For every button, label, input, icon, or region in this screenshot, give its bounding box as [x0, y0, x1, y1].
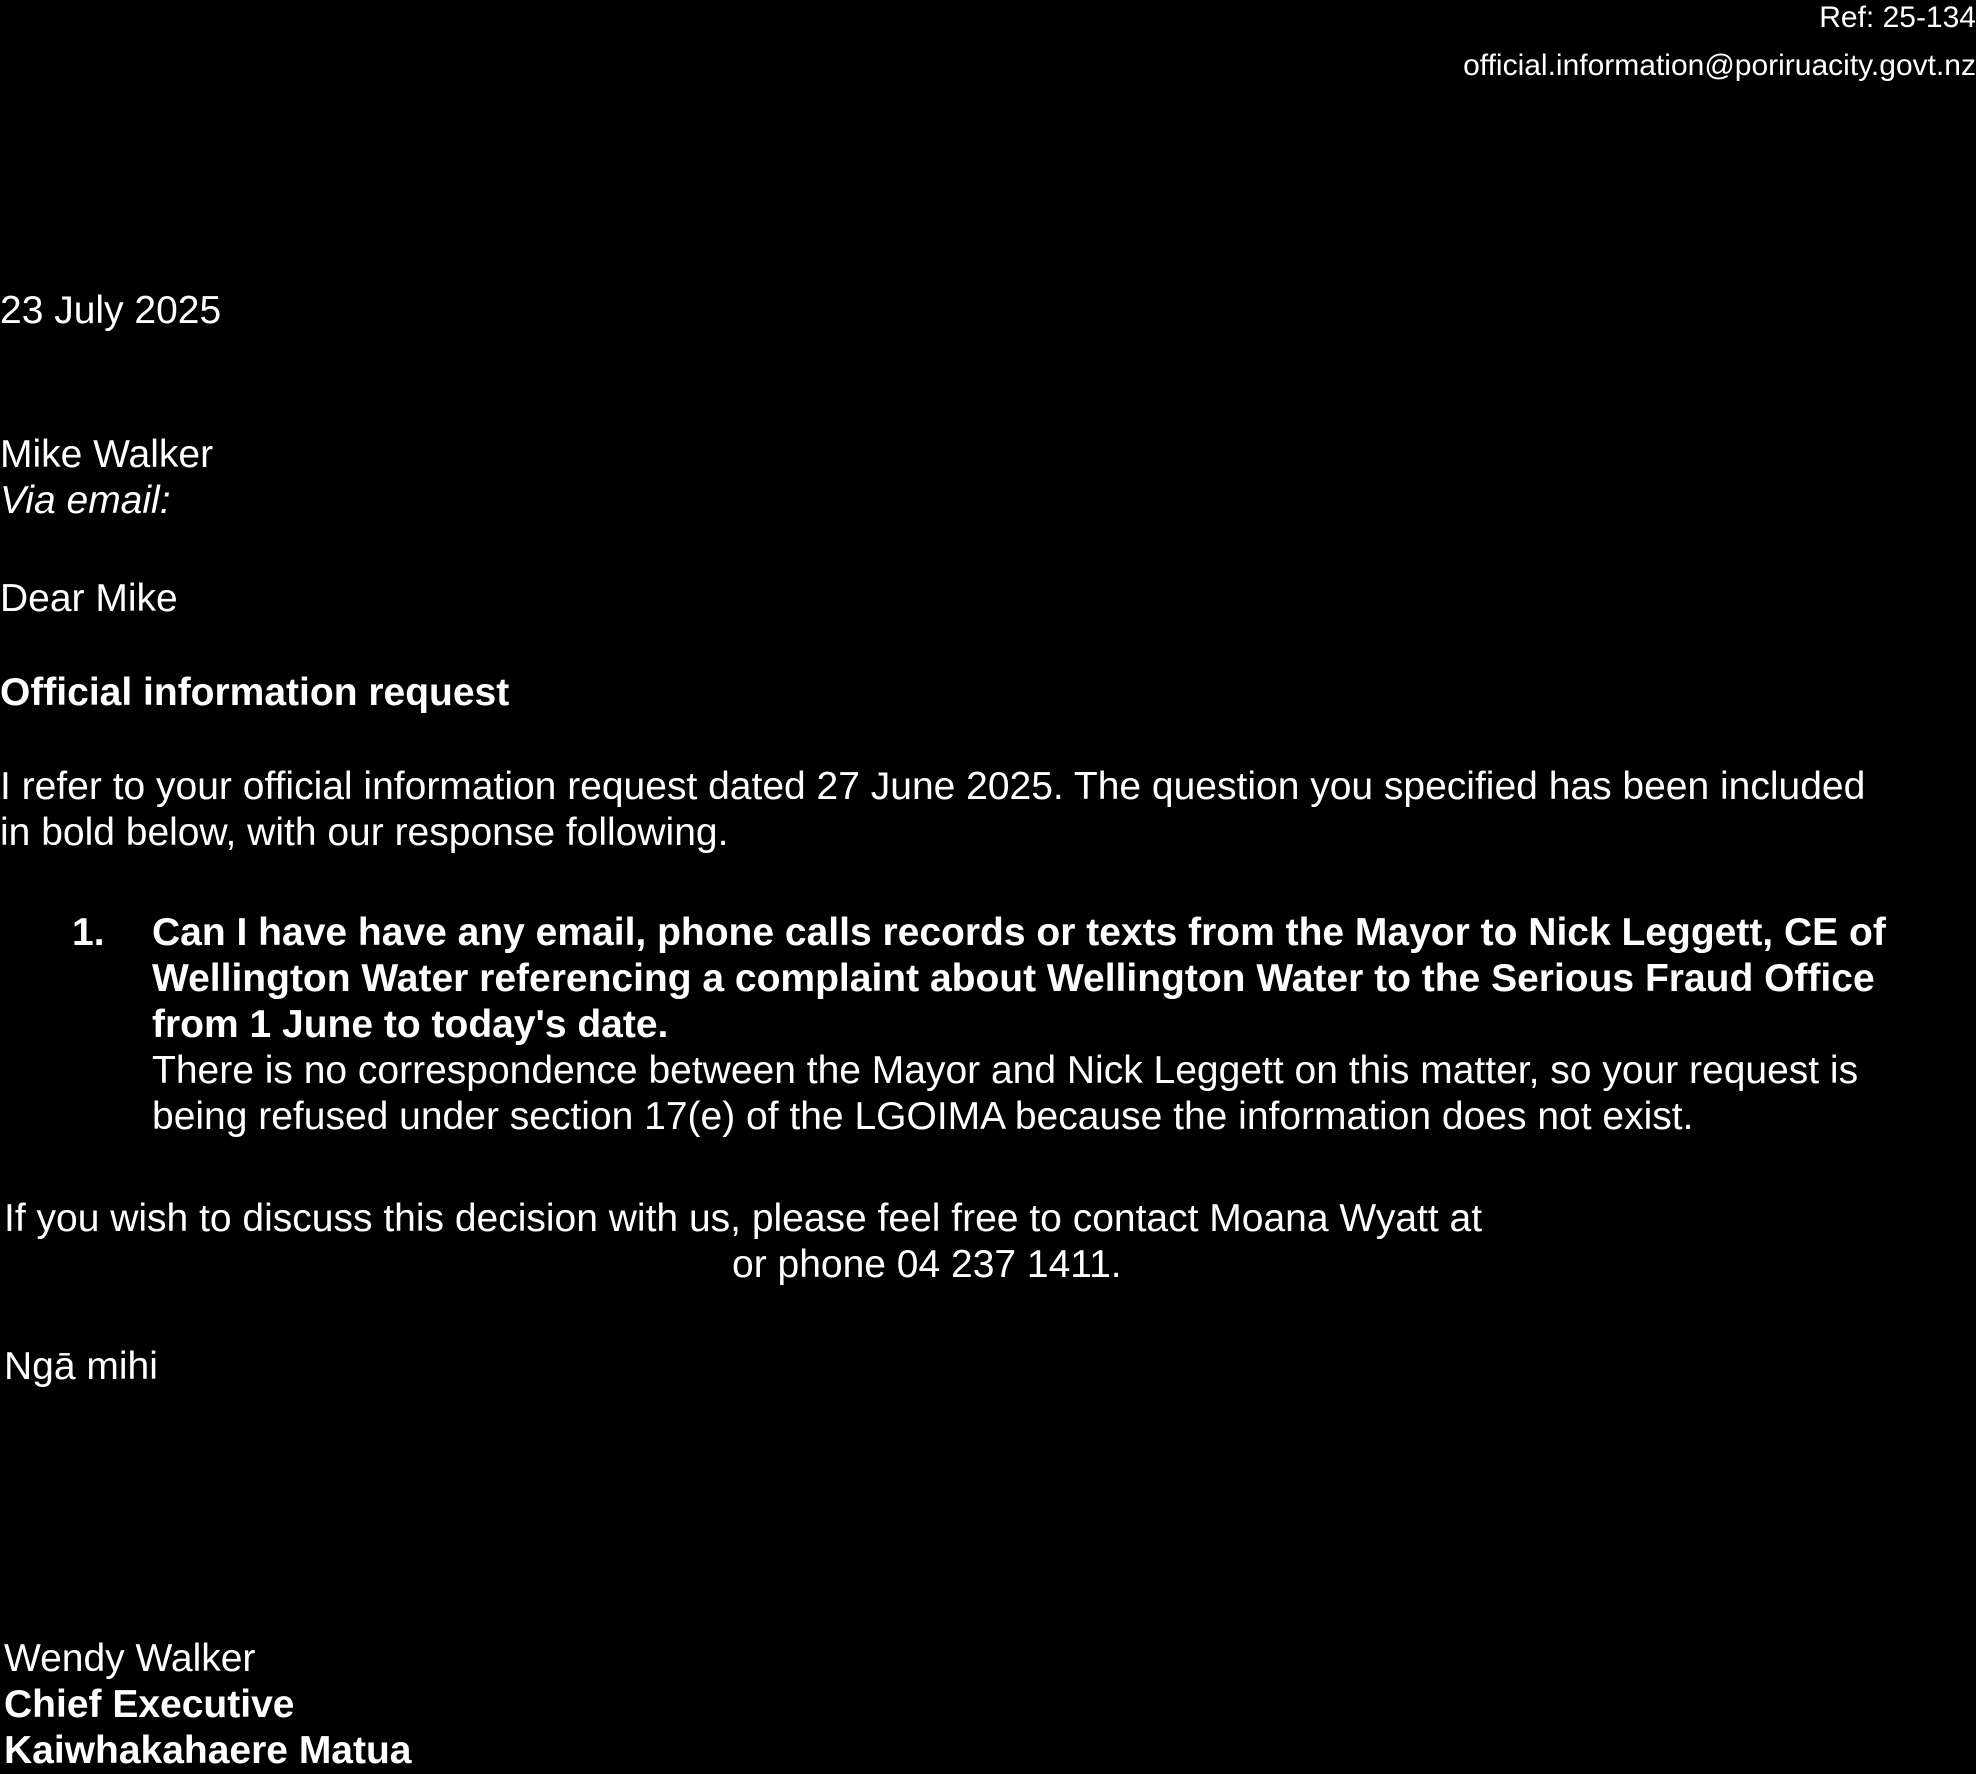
recipient-name: Mike Walker — [0, 433, 214, 476]
item-question: Can I have have any email, phone calls records or texts from the Mayor to Nick Leggett, CE of Wellington Water referencing a complaint about Wellington Water to the Serious Fraud Office from 1 June to today's date. — [152, 911, 1886, 1046]
discuss-line-2: or phone 04 237 1411. — [732, 1243, 1122, 1286]
letter-subject: Official information request — [0, 671, 510, 714]
intro-paragraph: I refer to your official information request dated 27 June 2025. The question you specified has been included in bold below, with our response following. — [0, 765, 1866, 854]
discuss-line-1: If you wish to discuss this decision with us, please feel free to contact Moana Wyatt at — [4, 1197, 1483, 1240]
signatory-title-maori: Kaiwhakahaere Matua — [4, 1729, 412, 1772]
reference-number: Ref: 25-134 — [1819, 1, 1976, 34]
item-number: 1. — [72, 911, 105, 954]
salutation: Dear Mike — [0, 577, 178, 620]
item-body — [152, 910, 1952, 1140]
item-answer: There is no correspondence between the Mayor and Nick Leggett on this matter, so your request is being refused under section 17(e) of the LGOIMA because the information does not exist. — [152, 1049, 1859, 1138]
signatory-name: Wendy Walker — [4, 1637, 256, 1680]
recipient-via: Via email: — [0, 479, 171, 522]
letter-date: 23 July 2025 — [0, 289, 222, 332]
contact-email: official.information@poriruacity.govt.nz — [1463, 49, 1976, 82]
closing: Ngā mihi — [4, 1345, 158, 1388]
signatory-title: Chief Executive — [4, 1683, 295, 1726]
